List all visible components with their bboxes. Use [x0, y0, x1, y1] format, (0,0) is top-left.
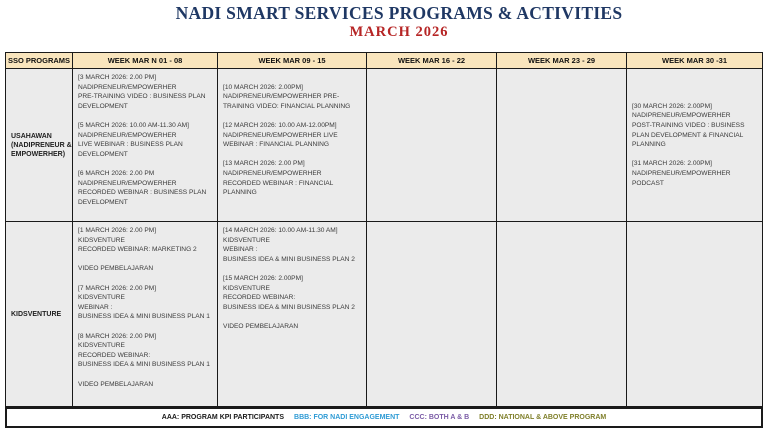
legend-bar	[5, 407, 763, 428]
legend-item-bbb: BBB: FOR NADI ENGAGEMENT	[294, 414, 400, 421]
legend-item-aaa: AAA: PROGRAM KPI PARTICIPANTS	[161, 414, 285, 421]
row-label-kidsventure: KIDSVENTURE	[6, 222, 72, 406]
cell-kidsventure-week3	[367, 222, 496, 406]
cell-usahawan-week2: [10 MARCH 2026: 2.00PM] NADIPRENEUR/EMPOWERHER PRE- TRAINING VIDEO: FINANCIAL PLANNING [12 MARCH 2026: 10.00 AM-12.00PM] NADIPRENEUR/EMPOWERHER LIVE WEBINAR : FINANCIAL PLANNING [13 MARCH 2026: 2.00 PM] NADIPRENEUR/EMPOWERHER RECORDED WEBINAR : FINANCIAL PLANNING	[218, 69, 366, 221]
programs-schedule-table	[5, 52, 763, 407]
col-header-sso-programs: SSO PROGRAMS	[6, 53, 72, 68]
page-title: NADI SMART SERVICES PROGRAMS & ACTIVITIES	[175, 3, 623, 23]
page-subtitle: MARCH 2026	[349, 24, 449, 40]
page-header	[20, 3, 768, 41]
col-header-week-mar-09-15: WEEK MAR 09 - 15	[218, 53, 366, 68]
col-header-week-mar-30-31: WEEK MAR 30 -31	[627, 53, 762, 68]
cell-usahawan-week1: [3 MARCH 2026: 2.00 PM] NADIPRENEUR/EMPOWERHER PRE-TRAINING VIDEO : BUSINESS PLAN DEVELOPMENT [5 MARCH 2026: 10.00 AM-11.30 AM] NADIPRENEUR/EMPOWERHER LIVE WEBINAR : BUSINESS PLAN DEVELOPMENT [6 MARCH 2026: 2.00 PM NADIPRENEUR/EMPOWERHER RECORDED WEBINAR : BUSINESS PLAN DEVELOPMENT	[73, 69, 217, 221]
col-header-week-mar-01-08: WEEK MAR N 01 - 08	[73, 53, 217, 68]
cell-kidsventure-week1: [1 MARCH 2026: 2.00 PM] KIDSVENTURE RECORDED WEBINAR: MARKETING 2 VIDEO PEMBELAJARAN [7 MARCH 2026: 2.00 PM] KIDSVENTURE WEBINAR : BUSINESS IDEA & MINI BUSINESS PLAN 1 [8 MARCH 2026: 2.00 PM] KIDSVENTURE RECORDED WEBINAR: BUSINESS IDEA & MINI BUSINESS PLAN 1 VIDEO PEMBELAJARAN	[73, 222, 217, 406]
col-header-week-mar-16-22: WEEK MAR 16 - 22	[367, 53, 496, 68]
cell-kidsventure-week5	[627, 222, 762, 406]
col-header-week-mar-23-29: WEEK MAR 23 - 29	[497, 53, 626, 68]
cell-usahawan-week3	[367, 69, 496, 221]
legend-item-ccc: CCC: BOTH A & B	[409, 414, 470, 421]
cell-kidsventure-week2: [14 MARCH 2026: 10.00 AM-11.30 AM] KIDSVENTURE WEBINAR : BUSINESS IDEA & MINI BUSINESS PLAN 2 [15 MARCH 2026: 2.00PM] KIDSVENTURE RECORDED WEBINAR: BUSINESS IDEA & MINI BUSINESS PLAN 2 VIDEO PEMBELAJARAN	[218, 222, 366, 406]
legend-item-ddd: DDD: NATIONAL & ABOVE PROGRAM	[479, 414, 607, 421]
cell-usahawan-week5: [30 MARCH 2026: 2.00PM] NADIPRENEUR/EMPOWERHER POST-TRAINING VIDEO : BUSINESS PLAN DEVELOPMENT & FINANCIAL PLANNING [31 MARCH 2026: 2.00PM] NADIPRENEUR/EMPOWERHER PODCAST	[627, 69, 762, 221]
cell-usahawan-week4	[497, 69, 626, 221]
row-label-usahawan: USAHAWAN (NADIPRENEUR & EMPOWERHER)	[6, 69, 72, 221]
cell-kidsventure-week4	[497, 222, 626, 406]
